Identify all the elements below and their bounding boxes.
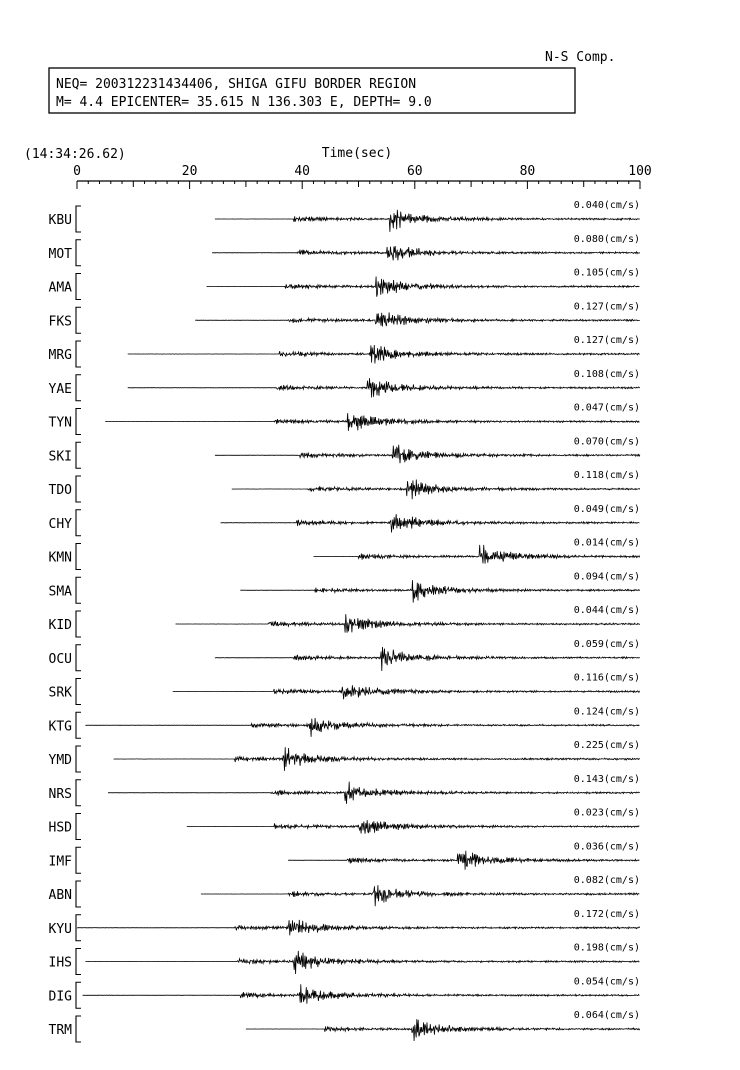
x-tick-label: 0 [73, 164, 81, 179]
scale-bracket [76, 949, 81, 975]
scale-bracket [76, 240, 81, 266]
trace-ihs [49, 943, 640, 975]
scale-bracket [76, 611, 81, 637]
scale-bracket [76, 409, 81, 435]
amplitude-label: 0.105(cm/s) [573, 267, 640, 279]
trace-ocu [49, 639, 640, 671]
amplitude-label: 0.143(cm/s) [573, 773, 640, 785]
trace-kid [49, 605, 640, 637]
waveform [207, 277, 640, 297]
waveform [176, 614, 640, 633]
station-label: DIG [48, 989, 72, 1005]
waveform [195, 312, 640, 326]
scale-bracket [76, 476, 81, 502]
origin-time: (14:34:26.62) [24, 147, 126, 162]
waveform [128, 345, 640, 364]
waveform [83, 984, 640, 1003]
amplitude-label: 0.059(cm/s) [573, 638, 640, 650]
trace-abn [49, 875, 640, 907]
scale-bracket [76, 307, 81, 333]
trace-dig [49, 976, 640, 1008]
station-label: HSD [48, 820, 72, 836]
waveform [221, 514, 640, 532]
amplitude-label: 0.198(cm/s) [573, 942, 640, 954]
amplitude-label: 0.127(cm/s) [573, 301, 640, 313]
x-axis-title: Time(sec) [321, 146, 393, 161]
scale-bracket [76, 1016, 81, 1042]
waveform [173, 685, 640, 699]
waveform [215, 647, 640, 671]
station-label: MRG [48, 348, 72, 363]
station-label: NRS [48, 786, 72, 802]
amplitude-label: 0.172(cm/s) [573, 908, 640, 920]
waveform [85, 718, 639, 737]
waveform [187, 820, 640, 834]
amplitude-label: 0.082(cm/s) [573, 875, 640, 886]
waveform [215, 445, 640, 463]
waveform [85, 951, 639, 974]
waveform [212, 246, 640, 260]
waveform [114, 747, 640, 771]
amplitude-label: 0.124(cm/s) [573, 706, 640, 718]
station-label: KID [48, 618, 72, 633]
amplitude-label: 0.023(cm/s) [573, 807, 640, 819]
scale-bracket [76, 847, 81, 873]
component-label: N-S Comp. [545, 50, 616, 65]
station-label: YAE [48, 381, 72, 397]
waveform [246, 1019, 640, 1041]
amplitude-label: 0.070(cm/s) [573, 436, 640, 448]
trace-tdo [49, 470, 640, 502]
station-label: OCU [48, 651, 72, 667]
x-tick-label: 100 [628, 164, 652, 179]
amplitude-label: 0.036(cm/s) [573, 841, 640, 853]
station-label: IHS [48, 955, 72, 971]
scale-bracket [76, 206, 81, 232]
amplitude-label: 0.040(cm/s) [573, 200, 640, 211]
station-label: IMF [48, 854, 72, 870]
scale-bracket [76, 881, 81, 907]
trace-ama [49, 268, 640, 300]
scale-bracket [76, 746, 81, 772]
station-label: MOT [48, 246, 72, 262]
scale-bracket [76, 679, 81, 705]
trace-tyn [49, 403, 640, 435]
station-label: FKS [48, 314, 72, 330]
amplitude-label: 0.108(cm/s) [573, 368, 640, 380]
scale-bracket [76, 375, 81, 401]
trace-imf [49, 841, 640, 873]
trace-srk [49, 673, 640, 705]
x-tick-label: 40 [294, 164, 311, 179]
station-label: SKI [48, 449, 72, 465]
waveform [215, 210, 640, 232]
station-label: KTG [48, 719, 72, 735]
scale-bracket [76, 982, 81, 1008]
station-label: AMA [48, 280, 72, 296]
amplitude-label: 0.225(cm/s) [573, 740, 640, 751]
x-axis [73, 164, 652, 189]
trace-fks [49, 301, 640, 333]
event-info-line2: M= 4.4 EPICENTER= 35.615 N 136.303 E, DEPTH= 9.0 [56, 95, 432, 110]
x-tick-label: 20 [181, 164, 198, 179]
trace-sma [49, 571, 640, 603]
trace-trm [49, 1010, 640, 1042]
scale-bracket [76, 645, 81, 671]
scale-bracket [76, 274, 81, 300]
trace-kmn [49, 538, 640, 570]
amplitude-label: 0.014(cm/s) [573, 537, 640, 549]
waveform [232, 480, 640, 500]
x-tick-label: 60 [406, 164, 423, 179]
station-label: YMD [48, 753, 72, 768]
amplitude-label: 0.127(cm/s) [573, 335, 640, 346]
waveform [108, 782, 640, 804]
scale-bracket [76, 577, 81, 603]
event-info-line1: NEQ= 200312231434406, SHIGA GIFU BORDER REGION [56, 77, 417, 92]
station-label: KMN [48, 550, 72, 566]
trace-yae [49, 369, 640, 401]
waveform [240, 580, 639, 603]
station-label: SMA [48, 584, 72, 600]
waveform [105, 413, 639, 431]
waveform [201, 885, 639, 906]
trace-kbu [49, 200, 640, 232]
trace-chy [49, 504, 640, 536]
scale-bracket [76, 780, 81, 806]
amplitude-label: 0.094(cm/s) [573, 571, 640, 583]
scale-bracket [76, 341, 81, 367]
station-label: TRM [48, 1023, 72, 1038]
station-label: KBU [48, 213, 72, 228]
scale-bracket [76, 442, 81, 468]
station-label: TDO [48, 483, 72, 498]
trace-ymd [49, 740, 640, 772]
amplitude-label: 0.064(cm/s) [573, 1010, 640, 1021]
amplitude-label: 0.047(cm/s) [573, 402, 640, 414]
trace-mrg [49, 335, 640, 367]
trace-hsd [49, 808, 640, 840]
amplitude-label: 0.080(cm/s) [573, 233, 640, 245]
amplitude-label: 0.116(cm/s) [573, 672, 640, 684]
waveform [128, 378, 640, 397]
trace-mot [49, 234, 640, 266]
x-tick-label: 80 [519, 164, 536, 179]
station-label: TYN [48, 415, 72, 431]
scale-bracket [76, 814, 81, 840]
station-label: ABN [48, 888, 72, 903]
scale-bracket [76, 712, 81, 738]
trace-ski [49, 436, 640, 468]
waveform [288, 851, 639, 870]
station-label: KYU [48, 921, 72, 937]
station-label: SRK [48, 685, 72, 701]
amplitude-label: 0.049(cm/s) [573, 503, 640, 515]
trace-nrs [49, 774, 640, 806]
station-label: CHY [48, 516, 72, 532]
trace-ktg [49, 706, 640, 738]
waveform [77, 920, 640, 935]
trace-section [49, 200, 640, 1042]
amplitude-label: 0.044(cm/s) [573, 605, 640, 616]
amplitude-label: 0.054(cm/s) [573, 976, 640, 988]
amplitude-label: 0.118(cm/s) [573, 470, 640, 481]
scale-bracket [76, 510, 81, 536]
trace-kyu [49, 909, 640, 941]
scale-bracket [76, 544, 81, 570]
